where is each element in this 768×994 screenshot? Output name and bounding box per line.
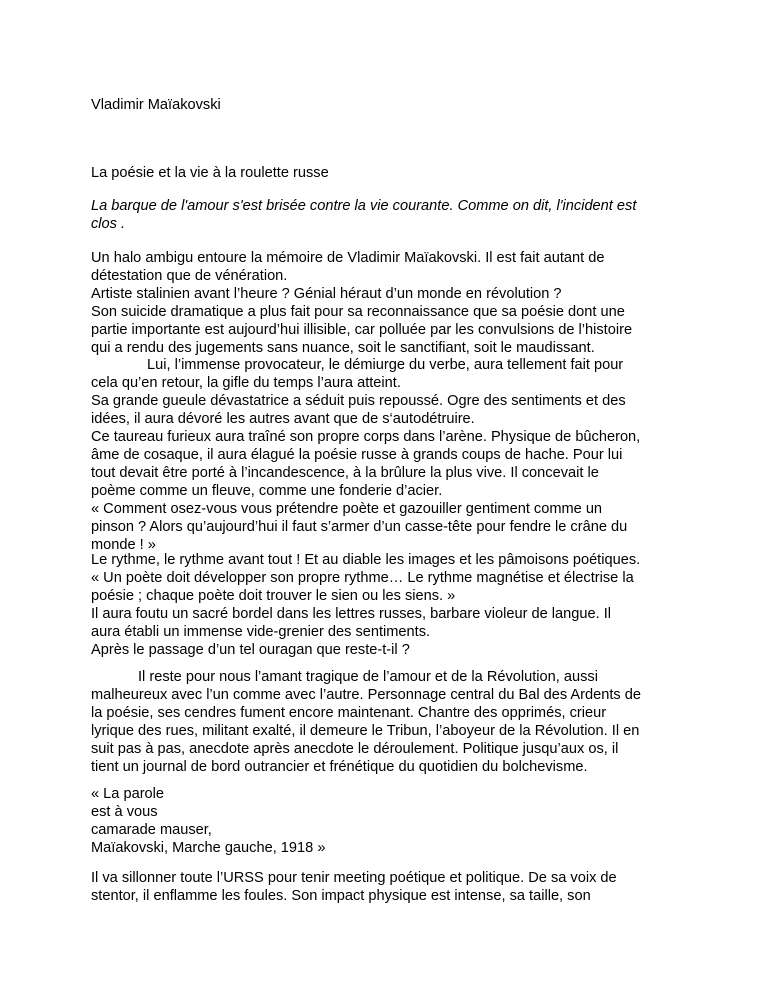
text-line: Il reste pour nous l’amant tragique de l’amour et de la Révolution, aussi xyxy=(138,669,598,685)
poem-quote xyxy=(91,786,683,858)
text-line: suit pas à pas, anecdote après anecdote le déroulement. Politique jusqu’aux os, il xyxy=(91,740,619,757)
text-line: malheureux avec l’un comme avec l’autre. Personnage central du Bal des Ardents de xyxy=(91,686,642,703)
epigraph-line: clos . xyxy=(91,215,126,232)
text-line: idées, il aura dévoré les autres avant que de s‘autodétruire. xyxy=(91,411,475,428)
text-line: Un halo ambigu entoure la mémoire de Vladimir Maïakovski. Il est fait autant de xyxy=(91,250,605,266)
quote-line: camarade mauser, xyxy=(91,821,212,838)
paragraph-1 xyxy=(91,250,683,554)
text-line: aura établi un immense vide-grenier des sentiments. xyxy=(91,623,431,640)
text-line: lyrique des rues, militant exalté, il demeure le Tribun, l’aboyeur de la Révolution. Il en xyxy=(91,722,640,739)
epigraph-line: La barque de l'amour s'est brisée contre la vie courante. Comme on dit, l'incident est xyxy=(91,198,637,214)
text-line: Après le passage d’un tel ouragan que reste-t-il ? xyxy=(91,641,410,658)
text-line: Son suicide dramatique a plus fait pour sa reconnaissance que sa poésie dont une xyxy=(91,303,625,320)
document-title: La poésie et la vie à la roulette russe xyxy=(91,165,329,181)
text-line: qui a rendu des jugements sans nuance, soit le sanctifiant, soit le maudissant. xyxy=(91,339,595,356)
text-line: stentor, il enflamme les foules. Son impact physique est intense, sa taille, son xyxy=(91,887,591,904)
text-line: pinson ? Alors qu’aujourd’hui il faut s’armer d’un casse-tête pour fendre le crâne du xyxy=(91,518,628,535)
text-line: cela qu’en retour, la gifle du temps l’aura atteint. xyxy=(91,375,401,392)
text-line: Lui, l’immense provocateur, le démiurge du verbe, aura tellement fait pour xyxy=(147,357,624,374)
paragraph-4 xyxy=(91,870,683,906)
text-line: poésie ; chaque poète doit trouver le sien ou les siens. » xyxy=(91,587,456,604)
text-line: « Un poète doit développer son propre rythme… Le rythme magnétise et électrise la xyxy=(91,569,634,586)
text-line: Ce taureau furieux aura traîné son propre corps dans l’arène. Physique de bûcheron, xyxy=(91,429,641,446)
text-line: Il va sillonner toute l’URSS pour tenir meeting poétique et politique. De sa voix de xyxy=(91,870,617,886)
text-line: poème comme un fleuve, comme une fonderie d’acier. xyxy=(91,482,443,499)
author-name: Vladimir Maïakovski xyxy=(91,97,221,113)
text-line: Sa grande gueule dévastatrice a séduit puis repoussé. Ogre des sentiments et des xyxy=(91,393,626,410)
text-line: âme de cosaque, il aura élagué la poésie russe à grands coups de hache. Pour lui xyxy=(91,446,623,463)
text-line: partie importante est aujourd’hui illisible, car polluée par les convulsions de l’histoire xyxy=(91,321,633,338)
text-line: Il aura foutu un sacré bordel dans les lettres russes, barbare violeur de langue. Il xyxy=(91,605,611,622)
text-line: Artiste stalinien avant l’heure ? Génial héraut d’un monde en révolution ? xyxy=(91,285,562,302)
paragraph-2 xyxy=(91,552,683,659)
paragraph-3 xyxy=(91,669,683,776)
text-line: tout devait être porté à l’incandescence, à la brûlure la plus vive. Il concevait le xyxy=(91,464,599,481)
text-line: détestation que de vénération. xyxy=(91,267,288,284)
quote-line: est à vous xyxy=(91,803,158,820)
epigraph xyxy=(91,198,683,234)
text-line: Le rythme, le rythme avant tout ! Et au diable les images et les pâmoisons poétiques. xyxy=(91,552,641,568)
text-line: monde ! » xyxy=(91,536,156,553)
quote-line: Maïakovski, Marche gauche, 1918 » xyxy=(91,839,326,856)
text-line: « Comment osez-vous vous prétendre poète et gazouiller gentiment comme un xyxy=(91,500,603,517)
quote-line: « La parole xyxy=(91,786,165,802)
text-line: tient un journal de bord outrancier et frénétique du quotidien du bolchevisme. xyxy=(91,758,588,775)
text-line: la poésie, ses cendres fument encore maintenant. Chantre des opprimés, crieur xyxy=(91,704,607,721)
